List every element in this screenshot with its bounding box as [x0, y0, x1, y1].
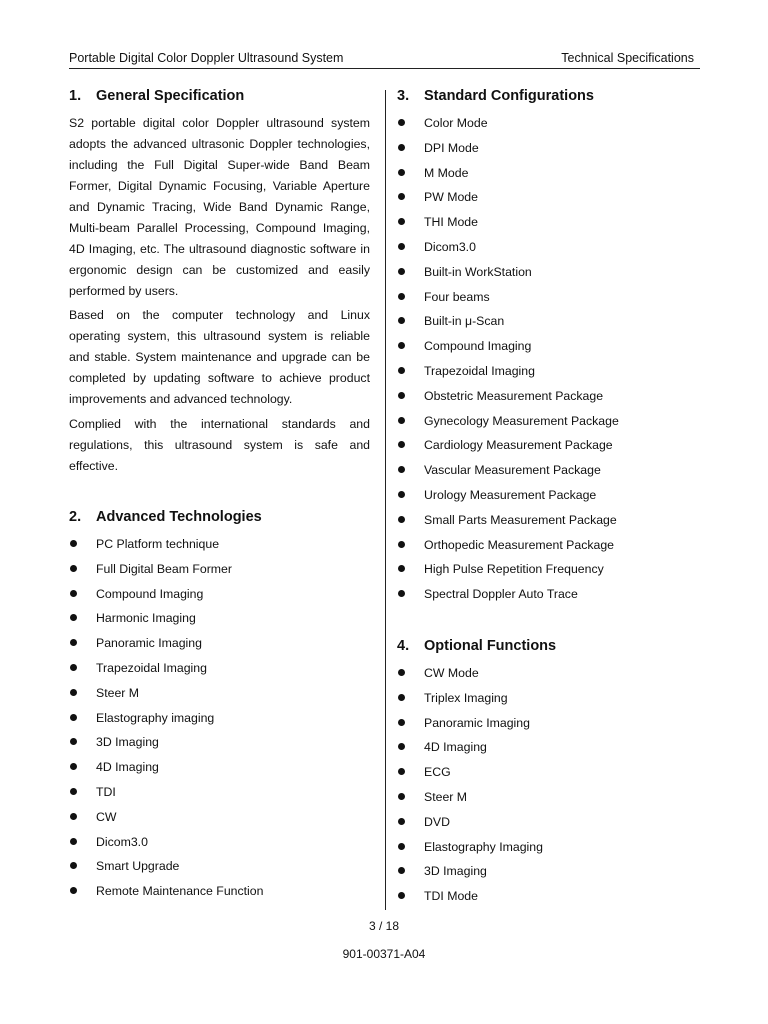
list-item-label: Four beams	[424, 289, 490, 304]
list-item	[397, 863, 543, 888]
list-item-label: Remote Maintenance Function	[96, 884, 264, 899]
general-paragraph-3: Complied with the international standards and regulations, this ultrasound system is safe and effective.	[69, 417, 370, 473]
section-title: Optional Functions	[424, 638, 557, 654]
bullet-icon	[398, 293, 405, 300]
bullet-icon	[70, 614, 77, 621]
list-item-label: 4D Imaging	[424, 740, 487, 755]
bullet-icon	[398, 843, 405, 850]
list-item-label: Steer M	[424, 789, 468, 804]
bullet-icon	[70, 862, 77, 869]
general-paragraph-1: S2 portable digital color Doppler ultrasound system adopts the advanced ultrasonic Doppler technologies, including the Full Digital Super-wide Band Beam Former, Digital Dynamic Focusing, Variable Aperture and Dynamic Tracing, Wide Band Dynamic Range, Multi-beam Parallel Processing, Compound Imaging, 4D Imaging, etc. The ultrasound diagnostic software in ergonomic design can be customized and easily performed by users.	[69, 116, 370, 298]
list-item	[69, 635, 263, 660]
list-item	[397, 839, 543, 864]
bullet-icon	[398, 867, 405, 874]
list-item-label: Trapezoidal Imaging	[424, 363, 535, 378]
list-item	[69, 858, 263, 883]
section-title: Advanced Technologies	[96, 509, 262, 525]
bullet-icon	[398, 565, 405, 572]
bullet-icon	[398, 367, 405, 374]
list-item	[397, 388, 619, 413]
bullet-icon	[398, 516, 405, 523]
bullet-icon	[398, 317, 405, 324]
header-document-title: Portable Digital Color Doppler Ultrasound System	[69, 51, 344, 65]
list-item	[397, 214, 619, 239]
list-item	[69, 685, 263, 710]
list-item-label: CW	[96, 809, 117, 824]
list-item	[69, 660, 263, 685]
list-item	[397, 338, 619, 363]
bullet-icon	[398, 193, 405, 200]
list-item	[397, 665, 543, 690]
bullet-icon	[70, 590, 77, 597]
bullet-icon	[398, 169, 405, 176]
list-item	[397, 413, 619, 438]
list-item-label: Dicom3.0	[424, 239, 476, 254]
general-paragraph-2: Based on the computer technology and Linux operating system, this ultrasound system is reliable and stable. System maintenance and upgrade can be completed by updating software to achieve product improvements and advanced technology.	[69, 308, 370, 406]
bullet-icon	[398, 892, 405, 899]
section-optional-heading	[397, 637, 556, 655]
bullet-icon	[398, 144, 405, 151]
list-item-label: TDI Mode	[424, 889, 478, 904]
bullet-icon	[398, 466, 405, 473]
list-item-label: Compound Imaging	[424, 339, 532, 354]
list-item-label: Harmonic Imaging	[96, 611, 196, 626]
list-item-label: PC Platform technique	[96, 537, 220, 551]
bullet-icon	[70, 763, 77, 770]
bullet-icon	[398, 342, 405, 349]
bullet-icon	[70, 689, 77, 696]
list-item	[397, 363, 619, 388]
bullet-icon	[70, 565, 77, 572]
bullet-icon	[398, 541, 405, 548]
bullet-icon	[70, 639, 77, 646]
bullet-icon	[398, 793, 405, 800]
list-item-label: Dicom3.0	[96, 834, 148, 849]
list-item-label: 3D Imaging	[424, 864, 487, 879]
list-item-label: Triplex Imaging	[424, 690, 508, 705]
list-item	[397, 888, 543, 913]
list-item-label: Urology Measurement Package	[424, 487, 597, 502]
list-item	[397, 814, 543, 839]
list-item	[69, 759, 263, 784]
list-item-label: Small Parts Measurement Package	[424, 512, 617, 527]
bullet-icon	[398, 818, 405, 825]
list-item-label: Built-in μ-Scan	[424, 314, 505, 329]
column-divider	[385, 90, 386, 910]
page-header	[69, 50, 700, 69]
list-item	[397, 189, 619, 214]
bullet-icon	[398, 268, 405, 275]
list-item	[397, 537, 619, 562]
list-item-label: Panoramic Imaging	[424, 715, 530, 730]
list-item	[397, 140, 619, 165]
list-item	[69, 734, 263, 759]
bullet-icon	[398, 719, 405, 726]
list-item-label: Obstetric Measurement Package	[424, 388, 604, 403]
list-item-label: Built-in WorkStation	[424, 264, 532, 279]
section-title: General Specification	[96, 88, 245, 104]
list-item-label: M Mode	[424, 165, 469, 180]
section-general-heading	[69, 87, 244, 105]
list-item-label: THI Mode	[424, 215, 478, 230]
bullet-icon	[70, 887, 77, 894]
bullet-icon	[398, 243, 405, 250]
bullet-icon	[70, 714, 77, 721]
list-item-label: Orthopedic Measurement Package	[424, 537, 615, 552]
optional-functions-list	[397, 665, 543, 913]
bullet-icon	[70, 738, 77, 745]
bullet-icon	[70, 813, 77, 820]
list-item	[397, 512, 619, 537]
list-item-label: Elastography Imaging	[424, 839, 543, 854]
list-item	[397, 239, 619, 264]
list-item-label: DVD	[424, 814, 450, 829]
list-item	[397, 764, 543, 789]
list-item	[397, 437, 619, 462]
list-item	[397, 739, 543, 764]
list-item-label: Cardiology Measurement Package	[424, 438, 613, 453]
bullet-icon	[398, 590, 405, 597]
bullet-icon	[398, 218, 405, 225]
list-item-label: High Pulse Repetition Frequency	[424, 562, 604, 577]
bullet-icon	[70, 664, 77, 671]
bullet-icon	[398, 743, 405, 750]
bullet-icon	[398, 669, 405, 676]
list-item	[397, 789, 543, 814]
list-item-label: Full Digital Beam Former	[96, 561, 232, 576]
section-title: Standard Configurations	[424, 88, 594, 104]
list-item-label: Vascular Measurement Package	[424, 463, 601, 478]
list-item-label: Gynecology Measurement Package	[424, 413, 619, 428]
list-item	[397, 115, 619, 140]
advanced-technologies-list	[69, 536, 263, 908]
list-item	[69, 710, 263, 735]
list-item	[397, 462, 619, 487]
list-item	[69, 809, 263, 834]
list-item	[69, 784, 263, 809]
list-item-label: Elastography imaging	[96, 710, 215, 725]
list-item	[69, 536, 263, 561]
list-item	[397, 487, 619, 512]
bullet-icon	[398, 417, 405, 424]
list-item-label: Color Mode	[424, 116, 488, 130]
bullet-icon	[398, 119, 405, 126]
bullet-icon	[398, 441, 405, 448]
list-item-label: 4D Imaging	[96, 760, 159, 775]
section-number: 2.	[69, 509, 82, 525]
list-item	[397, 715, 543, 740]
section-number: 3.	[397, 88, 410, 104]
bullet-icon	[398, 768, 405, 775]
bullet-icon	[70, 788, 77, 795]
list-item-label: PW Mode	[424, 190, 478, 205]
list-item-label: Trapezoidal Imaging	[96, 660, 207, 675]
list-item	[397, 561, 619, 586]
list-item	[397, 264, 619, 289]
list-item	[397, 690, 543, 715]
list-item	[69, 883, 263, 908]
list-item	[69, 586, 263, 611]
list-item-label: Smart Upgrade	[96, 859, 180, 874]
list-item	[69, 610, 263, 635]
list-item-label: CW Mode	[424, 666, 479, 680]
section-standard-heading	[397, 87, 594, 105]
list-item-label: DPI Mode	[424, 140, 479, 155]
list-item-label: Steer M	[96, 685, 140, 700]
document-number: 901-00371-A04	[342, 947, 426, 961]
list-item-label: Compound Imaging	[96, 586, 204, 601]
list-item-label: Spectral Doppler Auto Trace	[424, 587, 578, 602]
list-item	[397, 289, 619, 314]
list-item-label: Panoramic Imaging	[96, 636, 202, 651]
bullet-icon	[398, 491, 405, 498]
bullet-icon	[398, 392, 405, 399]
list-item	[69, 561, 263, 586]
standard-configurations-list	[397, 115, 619, 611]
list-item	[397, 586, 619, 611]
section-number: 1.	[69, 88, 82, 104]
list-item-label: ECG	[424, 765, 451, 780]
list-item-label: 3D Imaging	[96, 735, 159, 750]
list-item	[69, 834, 263, 859]
bullet-icon	[70, 540, 77, 547]
header-section-title: Technical Specifications	[561, 51, 694, 65]
section-number: 4.	[397, 638, 410, 654]
section-advanced-heading	[69, 508, 262, 526]
list-item	[397, 313, 619, 338]
list-item	[397, 165, 619, 190]
list-item-label: TDI	[96, 784, 116, 799]
page-number: 3 / 18	[368, 919, 400, 933]
bullet-icon	[70, 838, 77, 845]
bullet-icon	[398, 694, 405, 701]
